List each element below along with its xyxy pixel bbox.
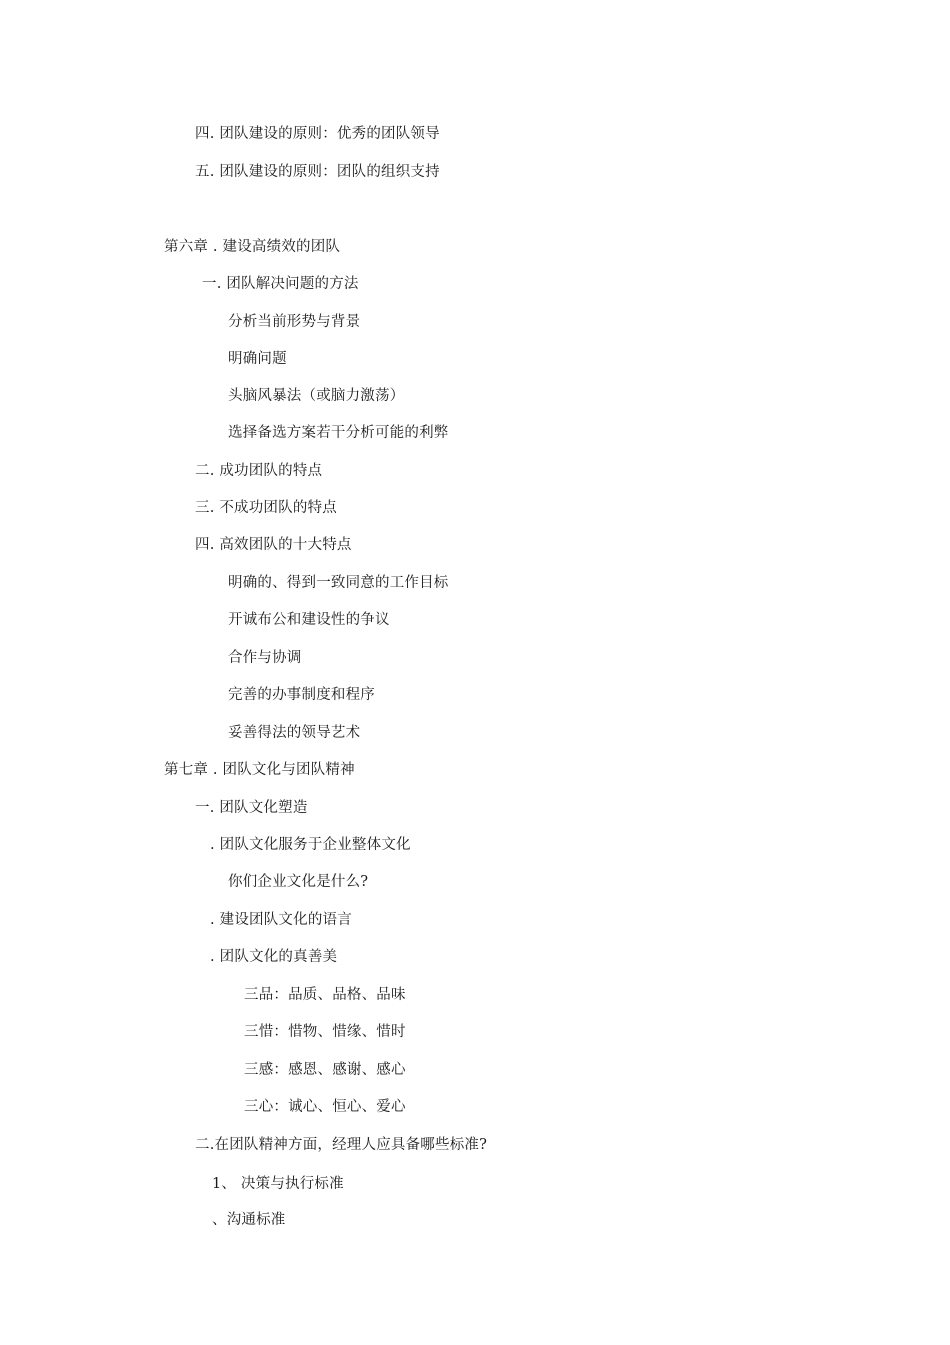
numbered-item: 、沟通标准 [212,1212,286,1228]
section-heading: 三. 不成功团队的特点 [195,500,337,516]
section-heading: 二.在团队精神方面，经理人应具备哪些标准? [195,1137,488,1153]
list-item: 开诚布公和建设性的争议 [228,612,390,628]
list-item: 头脑风暴法（或脑力激荡） [228,388,405,404]
section-heading: 二. 成功团队的特点 [195,463,323,479]
list-item: 三感：感恩、感谢、感心 [244,1062,406,1078]
list-item: 选择备选方案若干分析可能的利弊 [228,425,449,441]
list-item: 明确问题 [228,351,287,367]
list-item: 你们企业文化是什么? [228,874,369,890]
list-item: 妥善得法的领导艺术 [228,725,361,741]
subsection-heading: . 建设团队文化的语言 [210,912,352,928]
list-item: 完善的办事制度和程序 [228,687,375,703]
chapter-heading: 第六章 . 建设高绩效的团队 [164,239,341,255]
section-heading: 一. 团队解决问题的方法 [202,276,359,292]
section-heading: 五. 团队建设的原则：团队的组织支持 [195,164,440,180]
list-item: 分析当前形势与背景 [228,314,361,330]
list-item: 三惜：惜物、惜缘、惜时 [244,1024,406,1040]
section-heading: 四. 高效团队的十大特点 [195,537,352,553]
chapter-heading: 第七章 . 团队文化与团队精神 [164,762,355,778]
numbered-item: 1、 决策与执行标准 [212,1176,344,1192]
list-item: 合作与协调 [228,650,302,666]
subsection-heading: . 团队文化的真善美 [210,949,338,965]
section-heading: 一. 团队文化塑造 [195,800,308,816]
section-heading: 四. 团队建设的原则：优秀的团队领导 [195,126,440,142]
list-item: 三品：品质、品格、品味 [244,987,406,1003]
subsection-heading: . 团队文化服务于企业整体文化 [210,837,411,853]
list-item: 明确的、得到一致同意的工作目标 [228,575,449,591]
list-item: 三心：诚心、恒心、爱心 [244,1099,406,1115]
